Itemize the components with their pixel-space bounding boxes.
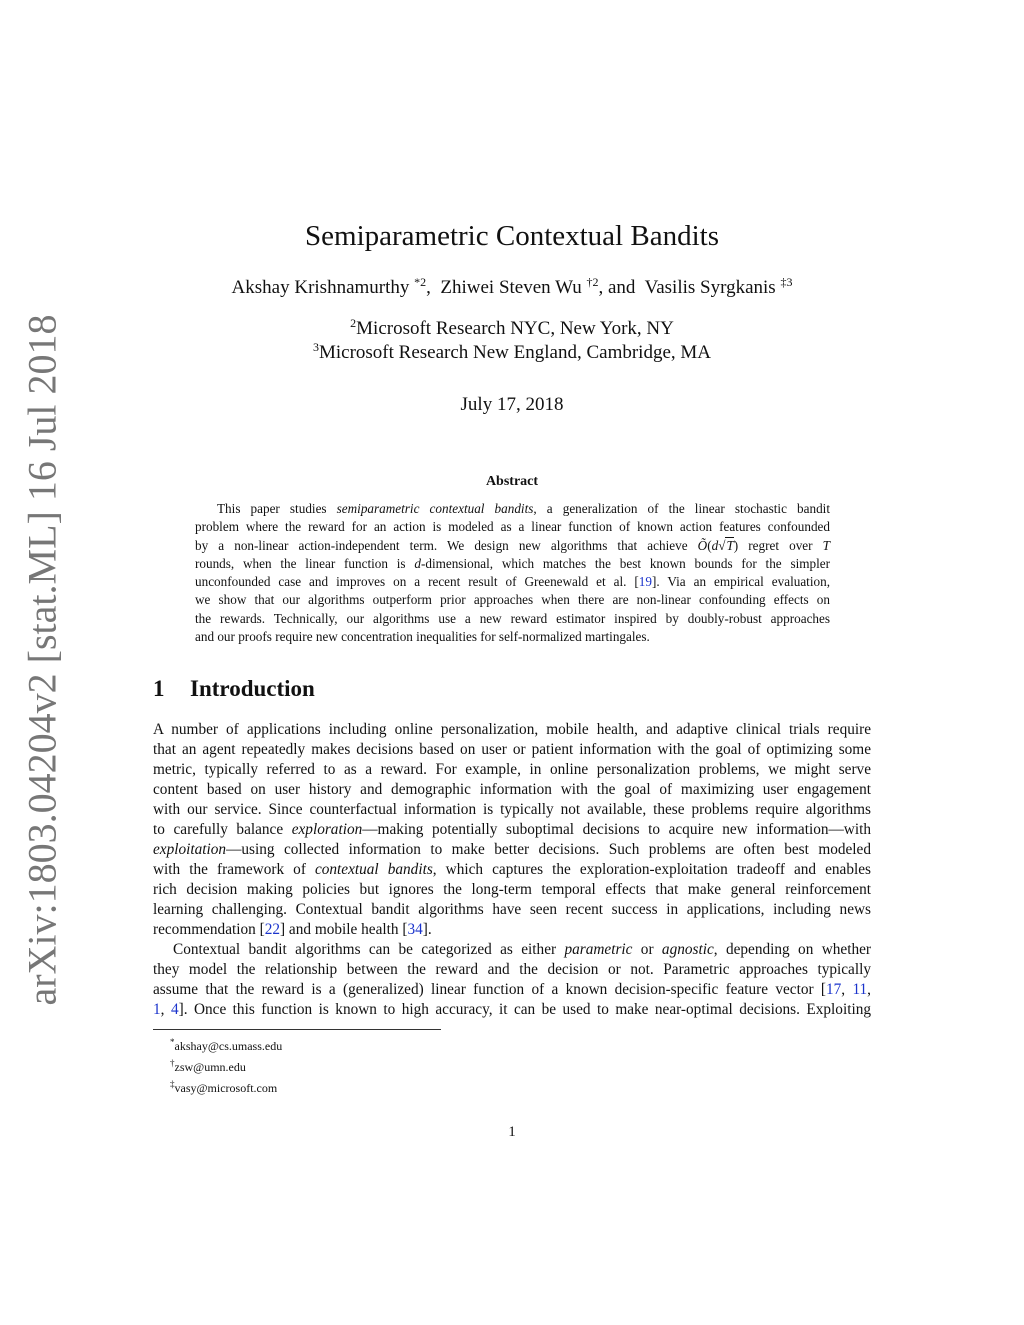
author-mark: †2 (586, 275, 599, 289)
citation-link[interactable]: 4 (170, 1001, 179, 1018)
text-line: the rewards. Technically, our algorithms use a new reward estimator inspired by doubly-robust approaches (195, 610, 830, 626)
text-line: learning challenging. Contextual bandit algorithms have seen recent success in applications, including news (153, 901, 871, 918)
text-line: Contextual bandit algorithms can be categorized as either parametric or agnostic, depending on whether (173, 941, 871, 958)
text-line: This paper studies semiparametric contextual bandits, a generalization of the linear stochastic bandit (217, 501, 830, 516)
text-line: recommendation [22] and mobile health [34]. (153, 921, 432, 938)
paper-date: July 17, 2018 (460, 394, 564, 415)
citation-link[interactable]: 34 (407, 921, 423, 938)
footnote: ‡vasy@microsoft.com (170, 1079, 278, 1095)
affiliation: $^3$Microsoft Research New England, Cambridge, MA (312, 340, 712, 363)
text-line: they model the relationship between the reward and the decision or not. Parametric approaches typically (153, 961, 871, 978)
section-title: Introduction (190, 676, 315, 701)
text-line: to carefully balance exploration—making potentially suboptimal decisions to acquire new information—with (153, 821, 871, 838)
author-name: Zhiwei Steven Wu (440, 277, 582, 298)
author-mark: *2 (414, 275, 427, 289)
citation-link[interactable]: 11 (852, 981, 868, 998)
citation-link[interactable]: 19 (638, 574, 652, 590)
citation-link[interactable]: 17 (825, 981, 842, 998)
math-expression: Õ(d√T) (697, 537, 739, 553)
text-line: that an agent repeatedly makes decisions based on user or patient information with the goal of optimizing some (153, 741, 871, 758)
text-line: by a non-linear action-independent term. We design new algorithms that achieve Õ(d√T) regret over T (195, 537, 830, 553)
text-line: assume that the reward is a (generalized) linear function of a known decision-specific feature vector [17, 11, (153, 981, 871, 998)
abstract-body (195, 500, 830, 646)
author-name: Vasilis Syrgkanis (644, 277, 776, 298)
text-line: exploitation—using collected information to make better decisions. Such problems are often best modeled (153, 841, 871, 858)
text-line: we show that our algorithms outperform prior approaches when there are non-linear confounding effects on (195, 592, 830, 608)
text-line: with our service. Since counterfactual information is typically not available, these problems require algorithms (153, 801, 871, 818)
paper-title: Semiparametric Contextual Bandits (305, 220, 719, 252)
text-line: 1, 4]. Once this function is known to high accuracy, it can be used to make near-optimal decisions. Exploiting (153, 1001, 871, 1018)
text-line: with the framework of contextual bandits, which captures the exploration-exploitation tradeoff and enables (153, 861, 871, 878)
author-list: Akshay Krishnamurthy $^{*2}$, Zhiwei Steven Wu $^{\dagger 2}$, and Vasilis Syrgkanis $^{\ddagger 3}$ (231, 275, 793, 298)
footnote-divider (153, 1029, 441, 1030)
text-line: rounds, when the linear function is d-dimensional, which matches the best known bounds for the simpler (195, 555, 831, 571)
text-line: metric, typically referred to as a reward. For example, in online personalization problems, we might serve (153, 761, 871, 778)
section-body (153, 720, 871, 1020)
footnote: †zsw@umn.edu (170, 1058, 246, 1074)
text-line: A number of applications including online personalization, mobile health, and adaptive clinical trials require (153, 721, 871, 738)
arxiv-identifier: arXiv:1803.04204v2 [stat.ML] 16 Jul 2018 (19, 314, 65, 1006)
section-heading (153, 676, 315, 702)
page-number: 1 (508, 1124, 516, 1140)
section-number: 1 (153, 676, 165, 701)
author-mark: ‡3 (780, 275, 793, 289)
footnote: *akshay@cs.umass.edu (170, 1037, 283, 1053)
abstract-heading: Abstract (485, 474, 539, 489)
citation-link[interactable]: 1 (153, 1001, 161, 1018)
footnotes (170, 1034, 282, 1097)
text-line: and our proofs require new concentration inequalities for self-normalized martingales. (195, 629, 650, 645)
affiliation: $^2$Microsoft Research NYC, New York, NY (350, 316, 674, 339)
author-name: Akshay Krishnamurthy (231, 277, 410, 298)
text-line: rich decision making policies but ignores the long-term temporal effects that make general reinforcement (153, 881, 871, 898)
text-line: problem where the reward for an action is modeled as a linear function of known action features confounded (195, 519, 830, 535)
arxiv-sidebar-stamp (18, 314, 66, 1006)
text-line: unconfounded case and improves on a recent result of Greenewald et al. [19]. Via an empirical evaluation, (195, 574, 830, 590)
citation-link[interactable]: 22 (264, 921, 281, 938)
text-line: content based on user history and demographic information with the goal of maximizing user engagement (153, 781, 871, 798)
